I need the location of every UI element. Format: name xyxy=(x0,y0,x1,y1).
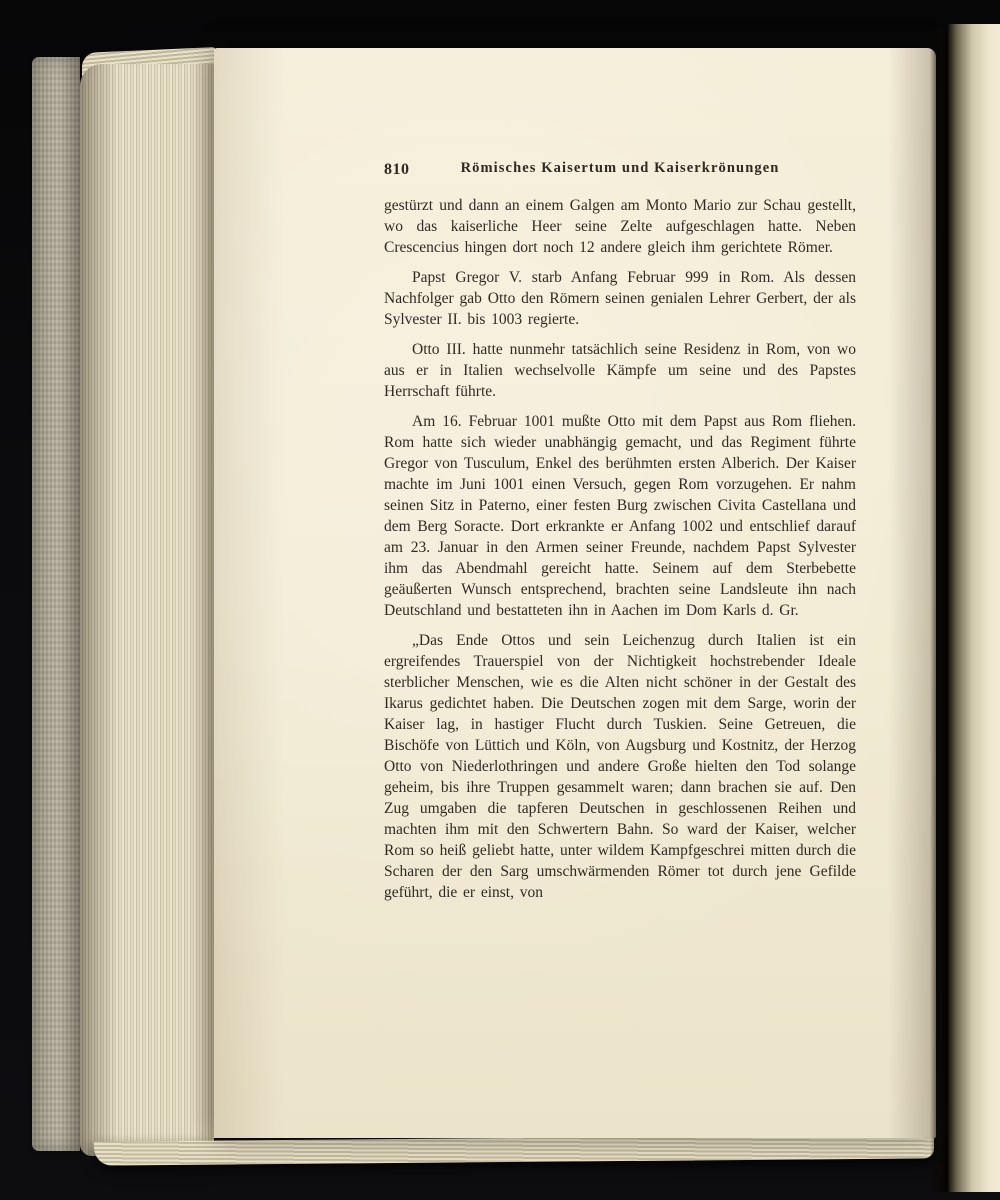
page-header xyxy=(384,160,856,182)
paragraph: Papst Gregor V. starb Anfang Februar 999 in Rom. Als dessen Nachfolger gab Otto den Römern seinen genialen Lehrer Gerbert, der als Sylvester II. bis 1003 regierte. xyxy=(384,269,856,328)
book-cover-board xyxy=(32,57,80,1151)
gutter-shadow xyxy=(930,28,950,1192)
running-header: Römisches Kaisertum und Kaiserkrönungen xyxy=(460,160,780,176)
page-number: 810 xyxy=(384,161,410,178)
text-block xyxy=(384,160,856,912)
paragraph: Am 16. Februar 1001 mußte Otto mit dem Papst aus Rom fliehen. Rom hatte sich wieder unabhängig gemacht, und das Regiment führte Gregor von Tusculum, Enkel des berühmten ersten Alberich. Der Kaiser machte im Juni 1001 einen Versuch, gegen Rom vorzugehen. Er nahm seinen Sitz in Paterno, einer festen Burg zwischen Civita Castellana und dem Berg Soracte. Dort erkrankte er Anfang 1002 und entschlief darauf am 23. Januar in den Armen seiner Freunde, nachdem Papst Sylvester ihm das Abendmahl gereicht hatte. Seinem auf dem Sterbebette geäußerten Wunsch entsprechend, brachten seine Landsleute ihn nach Deutschland und bestatteten ihn in Aachen im Dom Karls d. Gr. xyxy=(384,413,856,619)
paragraph: Otto III. hatte nunmehr tatsächlich seine Residenz in Rom, von wo aus er in Italien wechselvolle Kämpfe um seine und des Papstes Herrschaft führte. xyxy=(384,341,856,400)
paragraph: gestürzt und dann an einem Galgen am Monto Mario zur Schau gestellt, wo das kaiserliche Heer seine Zelte aufgeschlagen hatte. Neben Crescencius hingen dort noch 12 andere gleich ihm gerichtete Römer. xyxy=(384,197,856,256)
page-edges-bottom xyxy=(94,1134,934,1165)
page-edges-side xyxy=(80,64,214,1156)
facing-page-sliver xyxy=(948,24,1000,1192)
left-page xyxy=(214,48,936,1138)
paragraph: „Das Ende Ottos und sein Leichenzug durch Italien ist ein ergreifendes Trauerspiel von der Nichtigkeit hochstrebender Ideale sterblicher Menschen, wie es die Alten nicht schöner in der Gestalt des Ikarus gedichtet haben. Die Deutschen zogen mit dem Sarge, worin der Kaiser lag, in hastiger Flucht durch Tuskien. Seine Getreuen, die Bischöfe von Lüttich und Köln, von Augsburg und Kostnitz, der Herzog Otto von Niederlothringen und andere Große hielten den Tod solange geheim, bis ihre Truppen gesammelt waren; dann brachen sie auf. Den Zug umgaben die tapferen Deutschen in geschlossenen Reihen und machten ihm mit den Schwertern Bahn. So ward der Kaiser, welcher Rom so heiß geliebt hatte, unter wildem Kampfgeschrei mitten durch die Scharen der den Sarg umschwärmenden Römer tot durch jene Gefilde geführt, die er einst, von xyxy=(384,632,856,901)
